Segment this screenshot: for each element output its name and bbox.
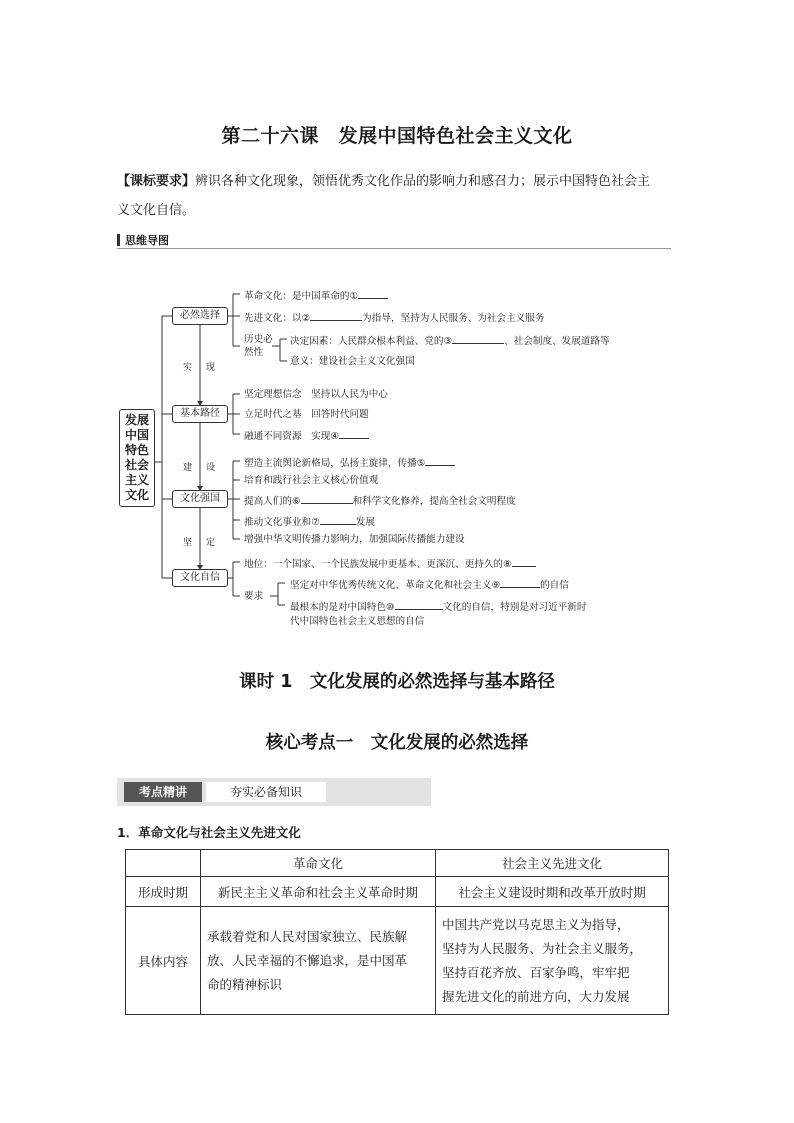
leaf-text: 最根本的是对中国特色⑩ xyxy=(290,602,395,613)
root-line: 文化 xyxy=(124,488,149,502)
core-point-heading: 核心考点一 文化发展的必然选择 xyxy=(265,733,529,753)
leaf-path-1: 坚定理想信念 坚持以人民为中心 xyxy=(244,389,388,400)
requirement-line1: 辨识各种文化现象，领悟优秀文化作品的影响力和感召力；展示中国特色社会主 xyxy=(195,174,651,189)
cell-line: 中国共产党以马克思主义为指导， xyxy=(442,916,630,932)
leaf-text: 文化的自信，特别是对习近平新时 xyxy=(442,602,587,613)
mindmap-heading-text: 思维导图 xyxy=(125,234,169,247)
leaf-text: 然性 xyxy=(244,347,264,358)
leaf-path-3 xyxy=(244,428,369,443)
table-cell xyxy=(436,907,669,1015)
requirement-line2: 义文化自信。 xyxy=(117,203,196,218)
fill-blank-2 xyxy=(310,310,362,321)
fill-blank-5 xyxy=(425,455,455,466)
page-title: 第二十六课 发展中国特色社会主义文化 xyxy=(221,125,573,147)
root-line: 特色 xyxy=(124,443,149,457)
cell-line: 握先进文化的前进方向，大力发展 xyxy=(442,988,630,1004)
table-cell: 社会主义建设时期和改革开放时期 xyxy=(436,877,669,907)
leaf-text: 的自信 xyxy=(540,580,569,591)
fill-blank-10 xyxy=(395,599,443,610)
leaf-text: 先进文化：以② xyxy=(244,313,311,324)
leaf-power-5: 增强中华文明传播力影响力，加强国际传播能力建设 xyxy=(244,534,465,545)
table-cell xyxy=(201,907,436,1015)
arrow-label: 实 xyxy=(183,363,193,373)
arrow-label: 现 xyxy=(206,363,216,373)
leaf-text: 融通不同资源 实现④ xyxy=(244,431,339,442)
leaf-text: 发展 xyxy=(355,517,375,528)
table-header-cell: 革命文化 xyxy=(201,850,436,877)
comparison-table xyxy=(125,849,669,1015)
section-band xyxy=(117,778,431,806)
leaf-historical-necessity xyxy=(244,333,273,359)
arrow-label: 建 xyxy=(183,463,193,473)
cell-line: 坚持为人民服务、为社会主义服务， xyxy=(442,940,643,956)
table-header-row xyxy=(126,850,669,877)
band-right-label: 夯实必备知识 xyxy=(206,782,326,802)
leaf-text: 革命文化：是中国革命的① xyxy=(244,291,359,302)
node-inevitable-choice: 必然选择 xyxy=(172,307,228,325)
fill-blank-4 xyxy=(339,428,369,439)
fill-blank-8 xyxy=(512,556,536,567)
node-culture-power: 文化强国 xyxy=(172,490,228,508)
leaf-path-2: 立足时代之基 回答时代问题 xyxy=(244,409,369,420)
table-cell: 新民主主义革命和社会主义革命时期 xyxy=(201,877,436,907)
leaf-significance: 意义：建设社会主义文化强国 xyxy=(290,356,415,367)
leaf-text: 和科学文化修养，提高全社会文明程度 xyxy=(352,496,516,507)
cell-line: 命的精神标识 xyxy=(207,976,283,992)
fill-blank-7 xyxy=(320,514,356,525)
band-left-label: 考点精讲 xyxy=(124,782,202,802)
leaf-confidence-status xyxy=(244,556,536,571)
leaf-text: 推动文化事业和⑦ xyxy=(244,517,320,528)
leaf-text: 历史必 xyxy=(244,334,273,345)
leaf-decisive-factors xyxy=(290,333,610,348)
lesson-heading: 课时 1 文化发展的必然选择与基本路径 xyxy=(239,672,555,692)
leaf-power-1 xyxy=(244,455,455,470)
leaf-power-4 xyxy=(244,514,375,529)
root-line: 主义 xyxy=(124,473,149,487)
cell-line: 放、人民幸福的不懈追求，是中国革 xyxy=(207,952,408,968)
leaf-advanced-culture xyxy=(244,310,544,325)
cell-line: 坚持百花齐放、百家争鸣，牢牢把 xyxy=(442,964,630,980)
leaf-text: 坚定对中华优秀传统文化、革命文化和社会主义⑨ xyxy=(290,580,501,591)
leaf-requirement-1 xyxy=(290,577,569,592)
table-cell: 具体内容 xyxy=(126,907,201,1015)
leaf-requirements-label: 要求 xyxy=(244,591,264,602)
leaf-text: 、社会制度、发展道路等 xyxy=(504,336,610,347)
cell-line: 承载着党和人民对国家独立、民族解 xyxy=(207,928,408,944)
node-culture-confidence: 文化自信 xyxy=(172,569,228,587)
leaf-revolutionary-culture xyxy=(244,288,388,303)
table-header-cell xyxy=(126,850,201,877)
leaf-text: 决定因素：人民群众根本利益、党的③ xyxy=(290,336,453,347)
fill-blank-6 xyxy=(301,493,353,504)
mindmap-root xyxy=(119,409,155,507)
leaf-power-3 xyxy=(244,493,516,508)
leaf-text: 地位：一个国家、一个民族发展中更基本、更深沉、更持久的⑧ xyxy=(244,559,512,570)
leaf-requirement-2-cont: 代中国特色社会主义思想的自信 xyxy=(290,616,425,627)
root-line: 社会 xyxy=(124,458,149,472)
table-header-cell: 社会主义先进文化 xyxy=(436,850,669,877)
leaf-text: 提高人们的⑥ xyxy=(244,496,301,507)
leaf-text: 塑造主流舆论新格局，弘扬主旋律，传播⑤ xyxy=(244,458,426,469)
arrow-label: 坚 xyxy=(183,538,193,548)
leaf-power-2: 培育和践行社会主义核心价值观 xyxy=(244,475,379,486)
node-basic-path: 基本路径 xyxy=(172,405,228,423)
root-line: 中国 xyxy=(124,428,149,442)
arrow-label: 设 xyxy=(206,463,216,473)
fill-blank-9 xyxy=(500,577,540,588)
requirement-tag: 【课标要求】 xyxy=(117,174,196,189)
fill-blank-1 xyxy=(358,288,388,299)
table-cell: 形成时期 xyxy=(126,877,201,907)
leaf-requirement-2 xyxy=(290,599,586,614)
fill-blank-3 xyxy=(452,333,504,344)
table-row xyxy=(126,907,669,1015)
root-line: 发展 xyxy=(124,413,149,427)
table-row xyxy=(126,877,669,907)
leaf-text: 为指导，坚持为人民服务、为社会主义服务 xyxy=(362,313,545,324)
arrow-label: 定 xyxy=(206,538,216,548)
subsection-heading: 1．革命文化与社会主义先进文化 xyxy=(117,825,301,840)
